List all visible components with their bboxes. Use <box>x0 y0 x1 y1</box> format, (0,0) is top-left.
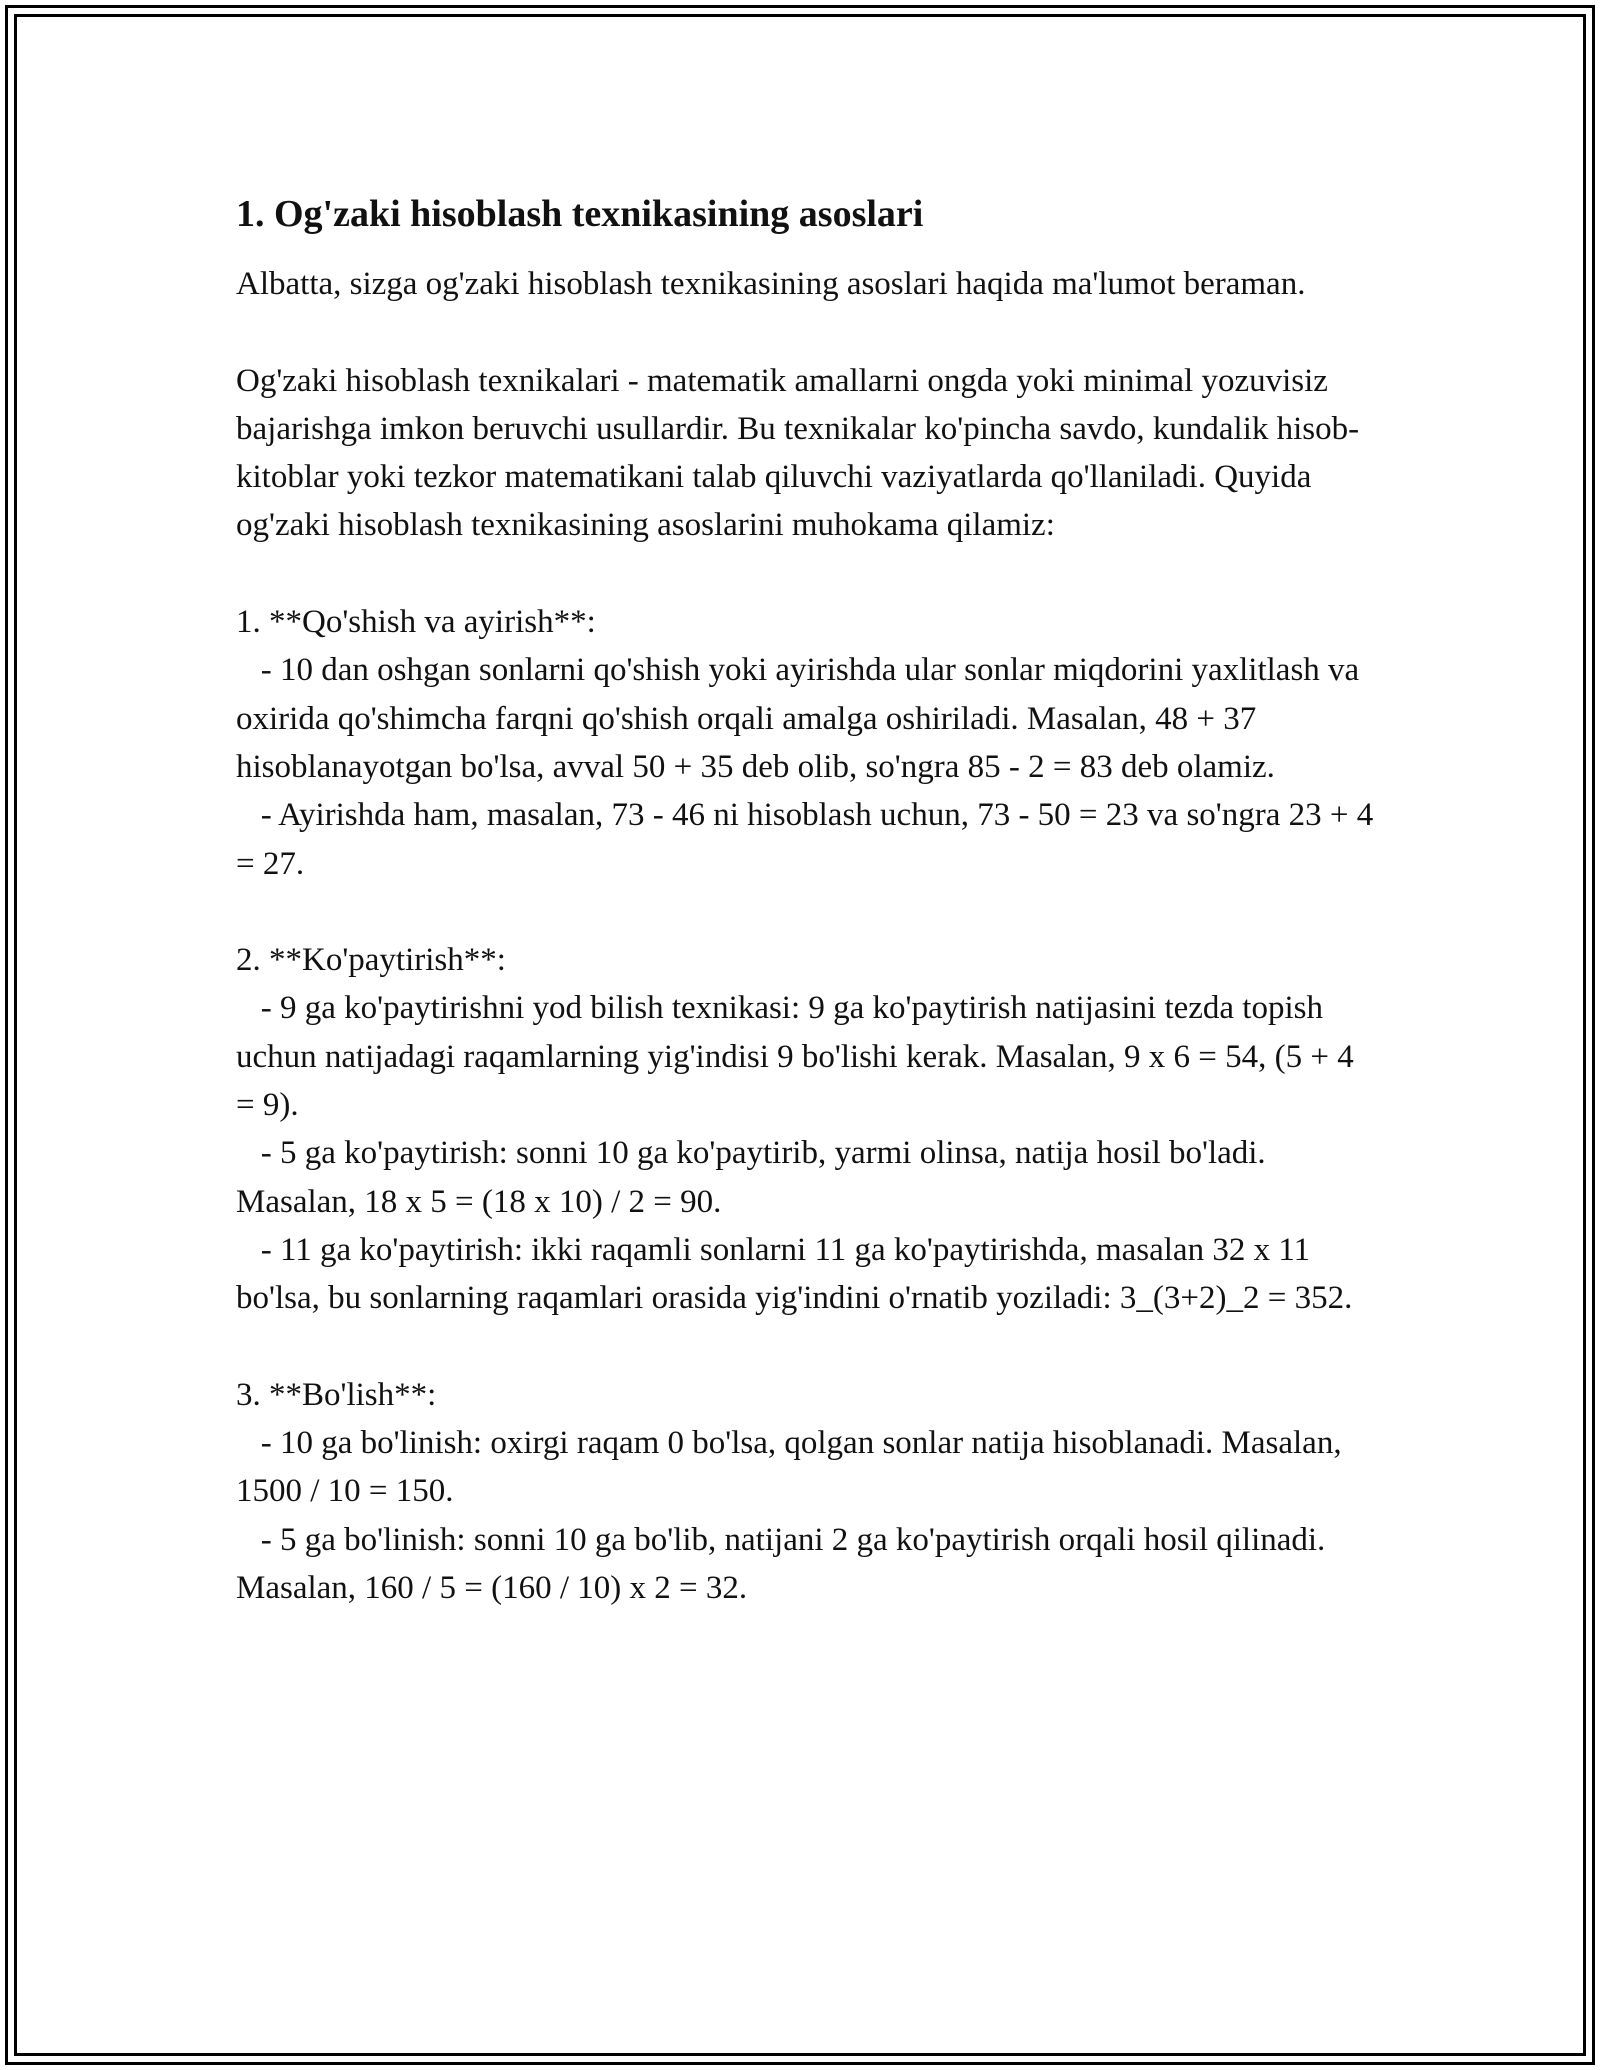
section-heading: 2. **Ko'paytirish**: <box>236 942 506 979</box>
section-multiplication <box>236 936 1376 1322</box>
section-item: - 10 dan oshgan sonlarni qo'shish yoki ayirishda ular sonlar miqdorini yaxlitlash va oxirida qo'shimcha farqni qo'shish orqali amalga oshiriladi. Masalan, 48 + 37 hisoblanayotgan bo'lsa, avval 50 + 35 deb olib, so'ngra 85 - 2 = 83 deb olamiz. <box>236 652 1368 785</box>
document-title: 1. Og'zaki hisoblash texnikasining asoslari <box>236 193 924 235</box>
section-addition-subtraction <box>236 598 1382 888</box>
section-heading: 1. **Qo'shish va ayirish**: <box>236 604 596 641</box>
section-item: - 5 ga ko'paytirish: sonni 10 ga ko'paytirib, yarmi olinsa, natija hosil bo'ladi. Masalan, 18 x 5 = (18 x 10) / 2 = 90. <box>236 1135 1274 1220</box>
overview-paragraph: Og'zaki hisoblash texnikalari - matematik amallarni ongda yoki minimal yozuvisiz bajarishga imkon beruvchi usullardir. Bu texnikalar ko'pincha savdo, kundalik hisob-kitoblar yoki tezkor matematikani talab qiluvchi vaziyatlarda qo'llaniladi. Quyida og'zaki hisoblash texnikasining asoslarini muhokama qilamiz: <box>236 362 1360 544</box>
intro-paragraph: Albatta, sizga og'zaki hisoblash texnikasining asoslari haqida ma'lumot beraman. <box>236 266 1306 302</box>
section-item: - Ayirishda ham, masalan, 73 - 46 ni hisoblash uchun, 73 - 50 = 23 va so'ngra 23 + 4 = 27. <box>236 797 1382 882</box>
section-item: - 11 ga ko'paytirish: ikki raqamli sonlarni 11 ga ko'paytirishda, masalan 32 x 11 bo'lsa, bu sonlarning raqamlari orasida yig'indini o'rnatib yoziladi: 3_(3+2)_2 = 352. <box>236 1231 1353 1317</box>
section-division <box>236 1371 1376 1612</box>
section-heading: 3. **Bo'lish**: <box>236 1376 437 1413</box>
document-body <box>236 190 1382 1612</box>
section-item: - 9 ga ko'paytirishni yod bilish texnikasi: 9 ga ko'paytirish natijasini tezda topish uchun natijadagi raqamlarning yig'indisi 9 bo'lishi kerak. Masalan, 9 x 6 = 54, (5 + 4 = 9). <box>236 990 1362 1124</box>
section-item: - 5 ga bo'linish: sonni 10 ga bo'lib, natijani 2 ga ko'paytirish orqali hosil qilinadi. Masalan, 160 / 5 = (160 / 10) x 2 = 32. <box>236 1521 1334 1607</box>
section-item: - 10 ga bo'linish: oxirgi raqam 0 bo'lsa, qolgan sonlar natija hisoblanadi. Masalan, 1500 / 10 = 150. <box>236 1425 1350 1510</box>
